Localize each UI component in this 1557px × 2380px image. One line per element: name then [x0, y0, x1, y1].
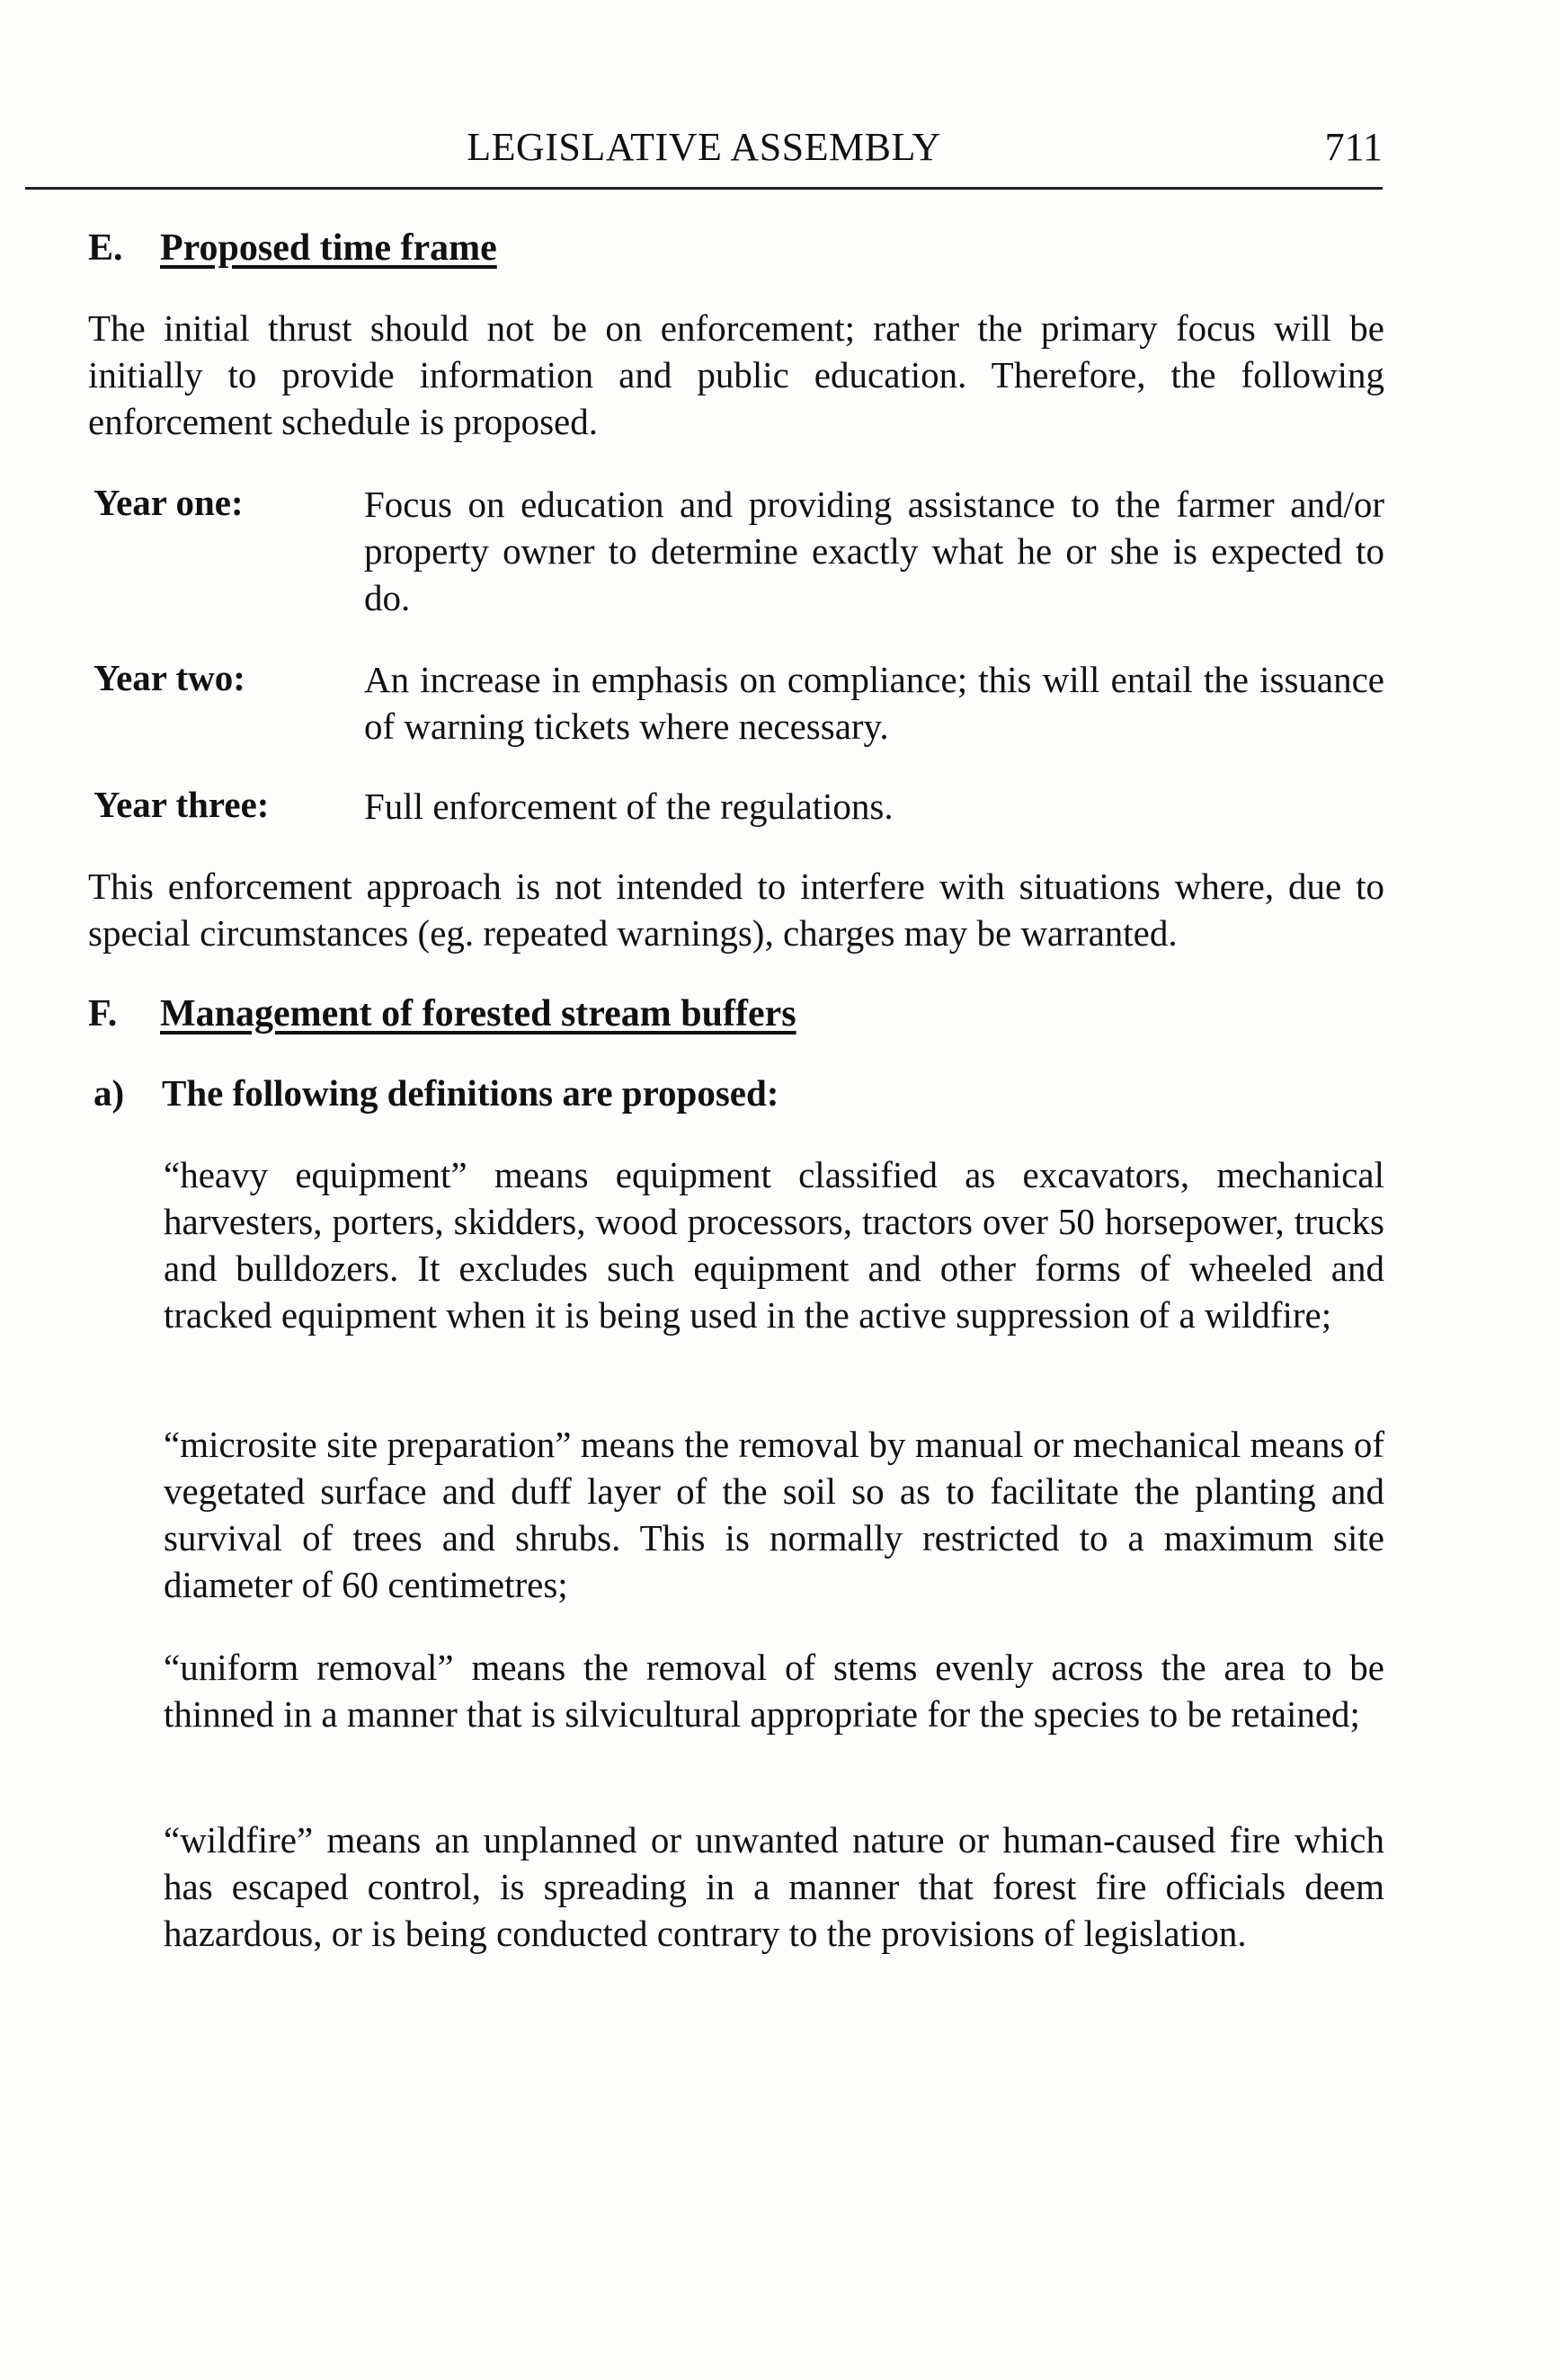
schedule-text-year-two: An increase in emphasis on compliance; this will entail the issuance of warning tickets where necessary. — [364, 659, 1384, 747]
section-e-intro: The initial thrust should not be on enforcement; rather the primary focus will be initially to provide information and public education. Therefore, the following enforcement schedule is proposed. — [88, 307, 1384, 442]
schedule-label-year-one: Year one: — [93, 482, 244, 523]
schedule-label-year-three: Year three: — [93, 784, 270, 825]
running-header — [25, 124, 1383, 190]
definition-wildfire: “wildfire” means an unplanned or unwanted nature or human-caused fire which has escaped control, is spreading in a manner that forest fire officials deem hazardous, or is being conducted contrary to the provisions of legislation. — [164, 1819, 1384, 1954]
definition-heavy-equipment: “heavy equipment” means equipment classified as excavators, mechanical harvesters, porters, skidders, wood processors, tractors over 50 horsepower, trucks and bulldozers. It excludes such equipment and other forms of wheeled and tracked equipment when it is being used in the active suppression of a wildfire; — [164, 1154, 1384, 1336]
schedule-label-year-two: Year two: — [93, 657, 245, 698]
subsection-a-marker: a) — [93, 1072, 125, 1114]
definition-uniform-removal: “uniform removal” means the removal of stems evenly across the area to be thinned in a manner that is silvicultural appropriate for the species to be retained; — [164, 1647, 1384, 1735]
schedule-text-year-one: Focus on education and providing assistance to the farmer and/or property owner to determine exactly what he or she is expected to do. — [364, 484, 1384, 618]
schedule-text-year-three: Full enforcement of the regulations. — [364, 786, 894, 827]
section-e-title: Proposed time frame — [160, 227, 497, 269]
definition-microsite-site-preparation: “microsite site preparation” means the removal by manual or mechanical means of vegetated surface and duff layer of the soil so as to facilitate the planting and survival of trees and shrubs. This is normally restricted to a maximum site diameter of 60 centimetres; — [164, 1424, 1384, 1605]
section-f-letter: F. — [88, 993, 118, 1035]
running-title: LEGISLATIVE ASSEMBLY — [467, 125, 941, 169]
section-f-heading — [88, 992, 796, 1035]
section-e-letter: E. — [88, 227, 123, 269]
subsection-a-title: The following definitions are proposed: — [162, 1072, 779, 1114]
page-number: 711 — [1324, 125, 1383, 169]
section-f-title: Management of forested stream buffers — [160, 993, 796, 1035]
subsection-a-heading — [93, 1071, 778, 1115]
section-e-closing: This enforcement approach is not intended to interfere with situations where, due to special circumstances (eg. repeated warnings), charges may be warranted. — [88, 866, 1384, 954]
section-e-heading — [88, 226, 497, 270]
